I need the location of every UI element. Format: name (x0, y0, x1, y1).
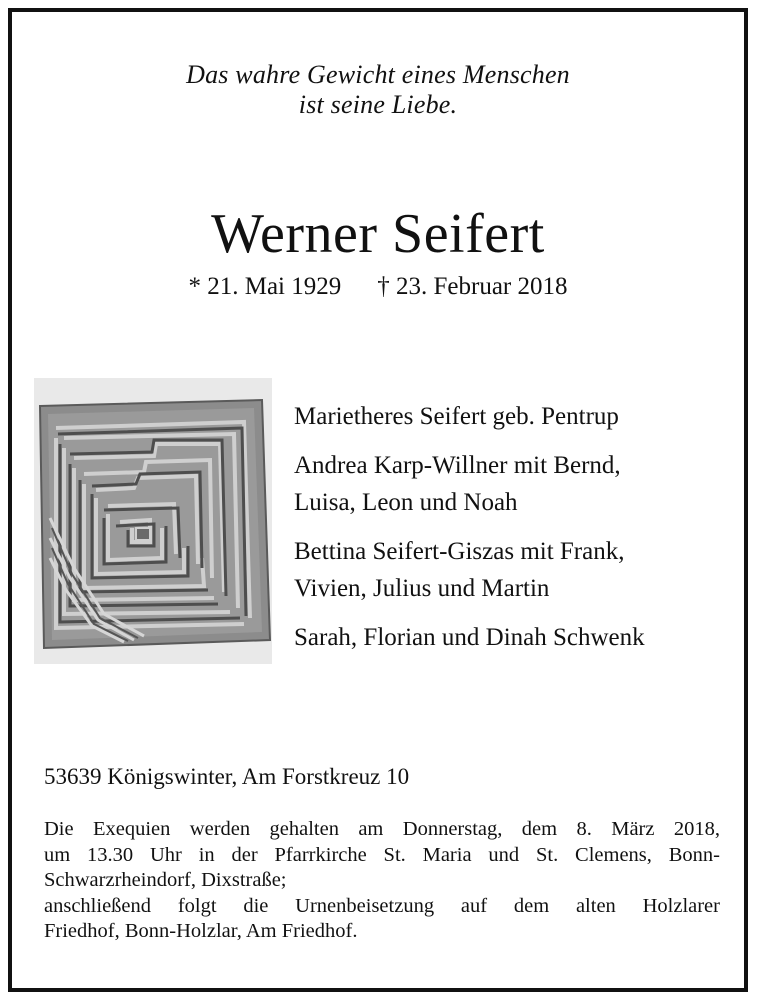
motto (12, 60, 744, 120)
maze-relief-image (34, 378, 272, 664)
family-list (294, 398, 734, 668)
notice-line: Schwarzrheindorf, Dixstraße; (44, 869, 287, 891)
motto-line-2: ist seine Liebe. (298, 90, 458, 119)
family-line: Andrea Karp-Willner mit Bernd, (294, 452, 621, 479)
motto-line-1: Das wahre Gewicht eines Menschen (186, 60, 570, 89)
birth-date: * 21. Mai 1929 (188, 273, 342, 300)
maze-relief-icon (34, 378, 272, 664)
notice-line: um 13.30 Uhr in der Pfarrkirche St. Maria und St. Clemens, Bonn- (44, 843, 720, 866)
notice-line: Die Exequien werden gehalten am Donnerstag, dem 8. März 2018, (44, 818, 720, 840)
family-group (294, 398, 734, 435)
family-group (294, 619, 734, 656)
funeral-notice (44, 817, 720, 945)
obituary-frame (8, 8, 748, 992)
notice-line: anschließend folgt die Urnenbeisetzung auf dem alten Holzlarer (44, 894, 720, 917)
mourning-address: 53639 Königswinter, Am Forstkreuz 10 (44, 764, 410, 789)
family-line: Vivien, Julius und Martin (294, 575, 550, 602)
notice-line: Friedhof, Bonn-Holzlar, Am Friedhof. (44, 920, 358, 942)
family-line: Sarah, Florian und Dinah Schwenk (294, 624, 645, 651)
life-dates (12, 272, 744, 302)
family-group (294, 447, 734, 521)
death-date: † 23. Februar 2018 (377, 273, 568, 300)
family-line: Bettina Seifert-Giszas mit Frank, (294, 538, 625, 565)
family-line: Marietheres Seifert geb. Pentrup (294, 403, 619, 430)
deceased-name: Werner Seifert (211, 203, 545, 265)
family-line: Luisa, Leon und Noah (294, 489, 518, 516)
family-group (294, 533, 734, 607)
